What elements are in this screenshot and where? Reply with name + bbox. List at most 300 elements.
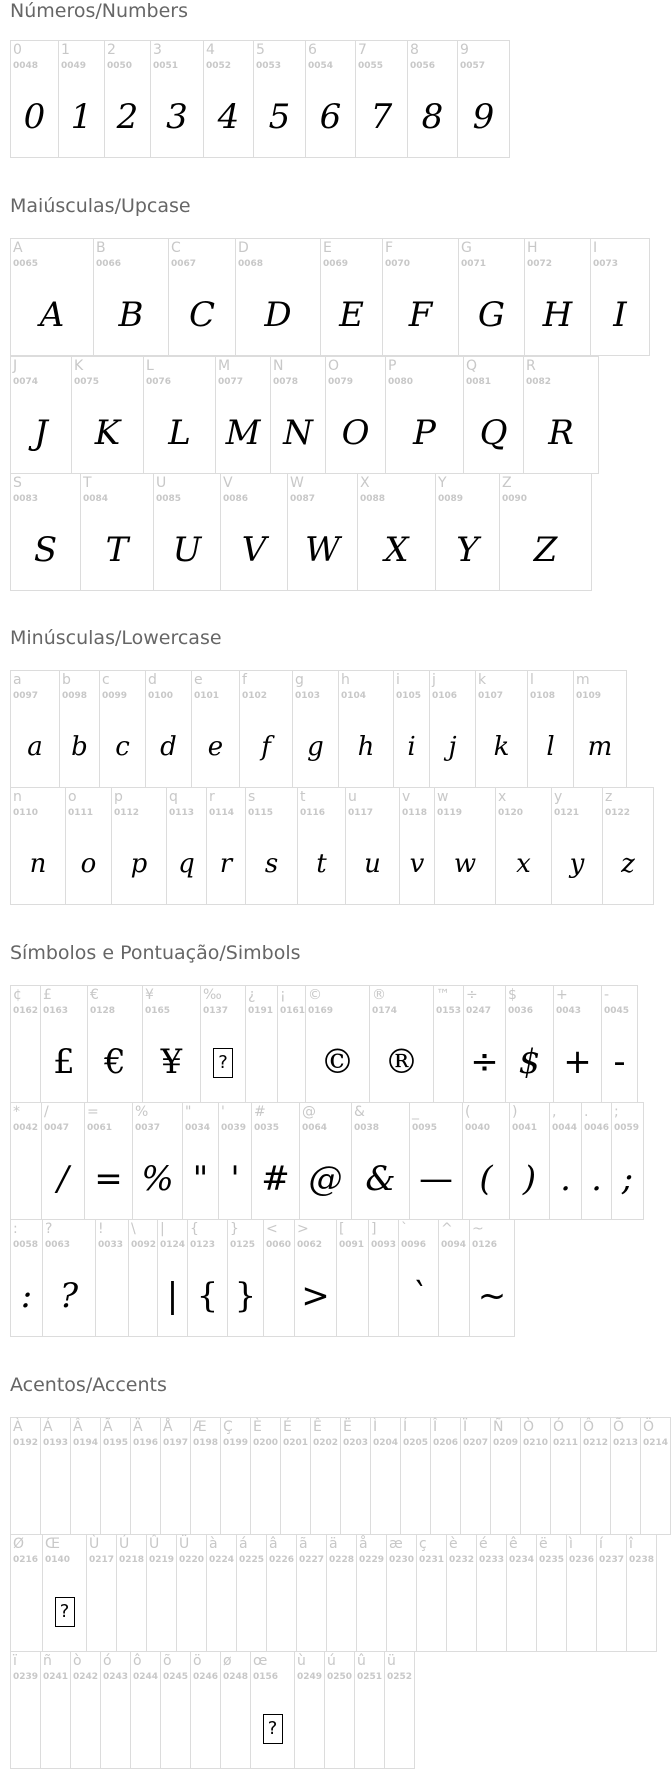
glyph-code-label: 0196 (133, 1438, 159, 1448)
glyph-code-label: 0100 (148, 691, 174, 701)
glyph-sample: K (94, 413, 121, 453)
glyph-cell-0213 (610, 1417, 641, 1535)
glyph-cell-0088 (357, 473, 436, 591)
glyph-char-label: Ü (179, 1536, 190, 1552)
glyph-cell-0110 (10, 787, 66, 905)
glyph-cell-0195 (100, 1417, 131, 1535)
glyph-row (10, 670, 626, 788)
glyph-char-label: 2 (107, 42, 116, 58)
glyph-cell-0224 (206, 1534, 237, 1652)
glyph-code-label: 0234 (509, 1555, 535, 1565)
glyph-cell-0205 (400, 1417, 431, 1535)
glyph-sample: B (118, 295, 144, 335)
glyph-char-label: M (218, 358, 231, 374)
glyph-code-label: 0038 (354, 1123, 380, 1133)
glyph-code-label: 0109 (576, 691, 602, 701)
glyph-cell-0115 (245, 787, 298, 905)
glyph-sample: € (104, 1042, 126, 1082)
glyph-sample: & (365, 1159, 396, 1199)
glyph-sample: y (569, 849, 585, 879)
glyph-code-label: 0086 (223, 494, 249, 504)
glyph-char-label: a (13, 672, 22, 688)
glyph-char-label: k (478, 672, 487, 688)
glyph-cell-0101 (191, 670, 240, 788)
glyph-cell-0241 (40, 1651, 71, 1769)
glyph-code-label: 0252 (387, 1672, 413, 1682)
glyph-cell-0207 (460, 1417, 491, 1535)
glyph-sample: / (57, 1159, 69, 1199)
glyph-char-label: : (13, 1221, 18, 1237)
glyph-char-label: ‰ (203, 987, 222, 1003)
glyph-code-label: 0120 (498, 808, 524, 818)
glyph-cell-0094 (438, 1219, 470, 1337)
glyph-cell-0225 (236, 1534, 267, 1652)
glyph-char-label: ø (223, 1653, 232, 1669)
glyph-char-label: © (308, 987, 322, 1003)
glyph-row (10, 787, 653, 905)
glyph-code-label: 0084 (83, 494, 109, 504)
glyph-code-label: 0119 (437, 808, 463, 818)
glyph-cell-0033 (95, 1219, 129, 1337)
glyph-cell-0069 (320, 238, 383, 356)
glyph-sample: o (80, 849, 97, 879)
glyph-char-label: l (530, 672, 534, 688)
glyph-cell-0209 (490, 1417, 521, 1535)
glyph-char-label: { (190, 1221, 199, 1237)
glyph-cell-0203 (340, 1417, 371, 1535)
glyph-cell-0085 (153, 473, 221, 591)
glyph-cell-0043 (553, 985, 602, 1103)
glyph-cell-0058 (10, 1219, 43, 1337)
glyph-row (10, 1102, 643, 1220)
glyph-char-label: b (62, 672, 71, 688)
glyph-char-label: Ö (643, 1419, 655, 1435)
glyph-char-label: e (194, 672, 203, 688)
glyph-cell-0244 (130, 1651, 161, 1769)
glyph-code-label: 0114 (209, 808, 235, 818)
glyph-code-label: 0126 (472, 1240, 498, 1250)
glyph-cell-0216 (10, 1534, 43, 1652)
glyph-cell-0204 (370, 1417, 401, 1535)
glyph-sample: ( (479, 1159, 493, 1199)
glyph-cell-0035 (251, 1102, 300, 1220)
glyph-char-label: ' (221, 1104, 225, 1120)
glyph-char-label: > (297, 1221, 309, 1237)
glyph-char-label: ö (193, 1653, 202, 1669)
glyph-code-label: 0205 (403, 1438, 429, 1448)
glyph-code-label: 0106 (432, 691, 458, 701)
glyph-code-label: 0099 (102, 691, 128, 701)
glyph-char-label: £ (43, 987, 52, 1003)
glyph-cell-0062 (294, 1219, 337, 1337)
glyph-cell-0201 (280, 1417, 311, 1535)
glyph-cell-0197 (160, 1417, 191, 1535)
glyph-cell-0086 (220, 473, 288, 591)
glyph-char-label: H (527, 240, 538, 256)
glyph-char-label: h (341, 672, 350, 688)
glyph-cell-0198 (190, 1417, 221, 1535)
glyph-code-label: 0103 (295, 691, 321, 701)
glyph-char-label: v (402, 789, 411, 805)
glyph-sample: h (357, 732, 375, 762)
glyph-cell-0084 (80, 473, 154, 591)
glyph-cell-0122 (602, 787, 654, 905)
glyph-code-label: 0123 (190, 1240, 216, 1250)
glyph-char-label: ô (133, 1653, 142, 1669)
glyph-sample: s (264, 849, 279, 879)
glyph-char-label: I (593, 240, 598, 256)
glyph-cell-0112 (111, 787, 167, 905)
glyph-cell-0140 (42, 1534, 87, 1652)
glyph-char-label: 3 (153, 42, 162, 58)
glyph-sample: % (141, 1159, 174, 1199)
glyph-cell-0192 (10, 1417, 41, 1535)
glyph-char-label: | (160, 1221, 165, 1237)
glyph-char-label: Ë (343, 1419, 352, 1435)
glyph-cell-0092 (128, 1219, 158, 1337)
glyph-char-label: ¥ (145, 987, 154, 1003)
glyph-cell-0089 (435, 473, 500, 591)
glyph-code-label: 0218 (119, 1555, 145, 1565)
glyph-cell-0206 (430, 1417, 461, 1535)
glyph-sample: 5 (268, 97, 291, 137)
glyph-sample: g (307, 732, 324, 762)
glyph-code-label: 0059 (614, 1123, 640, 1133)
glyph-cell-0045 (601, 985, 638, 1103)
glyph-sample: W (305, 530, 340, 570)
glyph-cell-0053 (253, 40, 306, 158)
glyph-cell-0156 (250, 1651, 295, 1769)
glyph-code-label: 0064 (302, 1123, 328, 1133)
glyph-cell-0039 (218, 1102, 252, 1220)
glyph-cell-0077 (215, 356, 271, 474)
glyph-code-label: 0198 (193, 1438, 219, 1448)
glyph-cell-0118 (399, 787, 435, 905)
glyph-code-label: 0116 (300, 808, 326, 818)
glyph-cell-0220 (176, 1534, 207, 1652)
glyph-cell-0124 (157, 1219, 188, 1337)
glyph-char-label: ç (419, 1536, 427, 1552)
glyph-code-label: 0085 (156, 494, 182, 504)
glyph-code-label: 0206 (433, 1438, 459, 1448)
missing-glyph-box: ? (251, 1692, 294, 1764)
glyph-code-label: 0052 (206, 61, 232, 71)
glyph-cell-0250 (324, 1651, 355, 1769)
glyph-sample: I (613, 295, 627, 335)
glyph-char-label: o (68, 789, 77, 805)
glyph-code-label: 0096 (401, 1240, 427, 1250)
glyph-row (10, 1534, 656, 1652)
glyph-char-label: Ï (463, 1419, 468, 1435)
glyph-code-label: 0094 (441, 1240, 467, 1250)
glyph-char-label: ò (73, 1653, 82, 1669)
glyph-code-label: 0156 (253, 1672, 279, 1682)
glyph-char-label: q (169, 789, 178, 805)
glyph-sample: S (33, 530, 58, 570)
glyph-cell-0073 (590, 238, 650, 356)
glyph-cell-0104 (338, 670, 394, 788)
glyph-code-label: 0250 (327, 1672, 353, 1682)
glyph-code-label: 0102 (242, 691, 268, 701)
glyph-code-label: 0098 (62, 691, 88, 701)
glyph-char-label: Ì (373, 1419, 378, 1435)
glyph-code-label: 0224 (209, 1555, 235, 1565)
glyph-char-label: z (605, 789, 613, 805)
glyph-char-label: Á (43, 1419, 53, 1435)
glyph-cell-0162 (10, 985, 41, 1103)
glyph-cell-0059 (611, 1102, 644, 1220)
glyph-char-label: ê (509, 1536, 518, 1552)
glyph-code-label: 0092 (131, 1240, 157, 1250)
glyph-char-label: ñ (43, 1653, 52, 1669)
glyph-code-label: 0069 (323, 259, 349, 269)
glyph-code-label: 0194 (73, 1438, 99, 1448)
glyph-code-label: 0049 (61, 61, 87, 71)
glyph-cell-0038 (351, 1102, 410, 1220)
glyph-char-label: Æ (193, 1419, 207, 1435)
section-title-acentos-accents: Acentos/Accents (10, 1374, 167, 1396)
glyph-code-label: 0047 (44, 1123, 70, 1133)
glyph-sample: z (621, 849, 635, 879)
glyph-sample: Z (533, 530, 558, 570)
glyph-char-label: Z (502, 475, 512, 491)
glyph-char-label: À (13, 1419, 23, 1435)
glyph-row (10, 473, 591, 591)
glyph-code-label: 0233 (479, 1555, 505, 1565)
glyph-row (10, 356, 598, 474)
glyph-code-label: 0072 (527, 259, 553, 269)
glyph-sample: 9 (472, 97, 495, 137)
glyph-sample: . (560, 1159, 571, 1199)
glyph-char-label: . (584, 1104, 589, 1120)
glyph-cell-0052 (203, 40, 254, 158)
glyph-code-label: 0043 (556, 1006, 582, 1016)
glyph-char-label: ` (401, 1221, 408, 1237)
glyph-sample: O (341, 413, 370, 453)
glyph-char-label: Û (149, 1536, 160, 1552)
glyph-code-label: 0056 (410, 61, 436, 71)
glyph-cell-0217 (86, 1534, 117, 1652)
glyph-cell-0234 (506, 1534, 537, 1652)
glyph-sample: ` (410, 1276, 427, 1316)
glyph-cell-0102 (239, 670, 293, 788)
glyph-code-label: 0122 (605, 808, 631, 818)
glyph-sample: f (261, 732, 271, 762)
missing-glyph-box: ? (43, 1575, 86, 1647)
glyph-code-label: 0087 (290, 494, 316, 504)
glyph-char-label: ] (371, 1221, 377, 1237)
glyph-code-label: 0244 (133, 1672, 159, 1682)
glyph-char-label: ¿ (248, 987, 256, 1003)
glyph-sample: Q (479, 413, 508, 453)
glyph-code-label: 0074 (13, 377, 39, 387)
glyph-sample: P (413, 413, 436, 453)
glyph-char-label: Ò (523, 1419, 535, 1435)
glyph-char-label: R (526, 358, 536, 374)
glyph-sample: n (29, 849, 47, 879)
glyph-sample: C (188, 295, 215, 335)
glyph-code-label: 0246 (193, 1672, 219, 1682)
glyph-cell-0249 (294, 1651, 325, 1769)
glyph-char-label: P (388, 358, 397, 374)
glyph-cell-0116 (297, 787, 346, 905)
glyph-code-label: 0220 (179, 1555, 205, 1565)
glyph-cell-0091 (336, 1219, 369, 1337)
glyph-sample: m (587, 732, 613, 762)
glyph-char-label: T (83, 475, 92, 491)
glyph-char-label: Å (163, 1419, 173, 1435)
glyph-code-label: 0174 (372, 1006, 398, 1016)
glyph-cell-0081 (463, 356, 524, 474)
section-title-maiusculas-upcase: Maiúsculas/Upcase (10, 195, 191, 217)
glyph-cell-0082 (523, 356, 599, 474)
glyph-cell-0111 (65, 787, 112, 905)
glyph-cell-0247 (463, 985, 506, 1103)
glyph-char-label: V (223, 475, 233, 491)
glyph-cell-0121 (551, 787, 603, 905)
glyph-cell-0128 (87, 985, 143, 1103)
glyph-char-label: , (552, 1104, 557, 1120)
glyph-code-label: 0249 (297, 1672, 323, 1682)
glyph-code-label: 0118 (402, 808, 428, 818)
glyph-code-label: 0153 (436, 1006, 462, 1016)
glyph-sample: : (20, 1276, 33, 1316)
glyph-char-label: 6 (308, 42, 317, 58)
glyph-cell-0100 (145, 670, 192, 788)
glyph-char-label: L (146, 358, 154, 374)
glyph-char-label: ü (387, 1653, 396, 1669)
glyph-char-label: & (354, 1104, 365, 1120)
glyph-char-label: f (242, 672, 247, 688)
glyph-char-label: ~ (472, 1221, 484, 1237)
glyph-cell-0233 (476, 1534, 507, 1652)
glyph-code-label: 0082 (526, 377, 552, 387)
glyph-cell-0057 (457, 40, 510, 158)
glyph-code-label: 0033 (98, 1240, 124, 1250)
glyph-sample: 1 (70, 97, 93, 137)
glyph-sample: 0 (23, 97, 46, 137)
glyph-char-label: ÷ (466, 987, 478, 1003)
glyph-cell-0113 (166, 787, 207, 905)
glyph-sample: q (178, 849, 195, 879)
glyph-code-label: 0061 (87, 1123, 113, 1133)
glyph-sample: T (105, 530, 129, 570)
glyph-cell-0042 (10, 1102, 42, 1220)
glyph-cell-0093 (368, 1219, 399, 1337)
glyph-char-label: Ø (13, 1536, 25, 1552)
glyph-sample: © (320, 1042, 355, 1082)
glyph-sample: — (419, 1159, 453, 1199)
glyph-code-label: 0241 (43, 1672, 69, 1682)
glyph-char-label: Ó (553, 1419, 565, 1435)
glyph-sample: M (225, 413, 261, 453)
section-title-minusculas-lowercase: Minúsculas/Lowercase (10, 627, 222, 649)
glyph-code-label: 0054 (308, 61, 334, 71)
glyph-cell-0126 (469, 1219, 515, 1337)
glyph-cell-0125 (227, 1219, 264, 1337)
glyph-sample: l (546, 732, 555, 762)
glyph-code-label: 0044 (552, 1123, 578, 1133)
glyph-cell-0174 (369, 985, 434, 1103)
glyph-code-label: 0231 (419, 1555, 445, 1565)
glyph-sample: - (613, 1042, 626, 1082)
glyph-sample: H (542, 295, 573, 335)
glyph-char-label: K (74, 358, 84, 374)
glyph-row (10, 40, 509, 158)
glyph-cell-0106 (429, 670, 476, 788)
glyph-cell-0137 (200, 985, 246, 1103)
glyph-cell-0063 (42, 1219, 96, 1337)
glyph-code-label: 0191 (248, 1006, 274, 1016)
glyph-cell-0123 (187, 1219, 228, 1337)
glyph-char-label: õ (163, 1653, 172, 1669)
glyph-sample: e (207, 732, 224, 762)
glyph-sample: a (27, 732, 43, 762)
glyph-code-label: 0089 (438, 494, 464, 504)
glyph-char-label: 7 (358, 42, 367, 58)
glyph-code-label: 0110 (13, 808, 39, 818)
glyph-cell-0169 (305, 985, 370, 1103)
glyph-char-label: å (359, 1536, 368, 1552)
glyph-char-label: ^ (441, 1221, 453, 1237)
glyph-cell-0099 (99, 670, 146, 788)
glyph-code-label: 0075 (74, 377, 100, 387)
glyph-cell-0070 (382, 238, 459, 356)
glyph-char-label: 0 (13, 42, 22, 58)
glyph-code-label: 0228 (329, 1555, 355, 1565)
glyph-code-label: 0105 (396, 691, 422, 701)
glyph-sample: R (548, 413, 574, 453)
glyph-char-label: O (328, 358, 340, 374)
glyph-cell-0050 (104, 40, 151, 158)
glyph-char-label: Õ (613, 1419, 625, 1435)
glyph-char-label: u (348, 789, 357, 805)
glyph-cell-0219 (146, 1534, 177, 1652)
glyph-char-label: ¡ (280, 987, 286, 1003)
glyph-code-label: 0037 (135, 1123, 161, 1133)
glyph-sample: j (448, 732, 457, 762)
glyph-cell-0236 (566, 1534, 597, 1652)
glyph-cell-0065 (10, 238, 94, 356)
glyph-sample: ÷ (470, 1042, 499, 1082)
glyph-char-label: ; (614, 1104, 619, 1120)
glyph-char-label: 8 (410, 42, 419, 58)
glyph-code-label: 0226 (269, 1555, 295, 1565)
glyph-char-label: 9 (460, 42, 469, 58)
glyph-code-label: 0070 (385, 259, 411, 269)
glyph-code-label: 0195 (103, 1438, 129, 1448)
glyph-code-label: 0199 (223, 1438, 249, 1448)
glyph-cell-0036 (505, 985, 554, 1103)
missing-glyph-box: ? (201, 1026, 245, 1098)
glyph-code-label: 0211 (553, 1438, 579, 1448)
glyph-code-label: 0219 (149, 1555, 175, 1565)
glyph-cell-0108 (527, 670, 574, 788)
glyph-char-label: Ô (583, 1419, 595, 1435)
glyph-code-label: 0036 (508, 1006, 534, 1016)
glyph-code-label: 0225 (239, 1555, 265, 1565)
glyph-cell-0251 (354, 1651, 385, 1769)
glyph-char-label: ä (329, 1536, 338, 1552)
glyph-char-label: ® (372, 987, 386, 1003)
glyph-char-label: _ (412, 1104, 419, 1120)
glyph-code-label: 0071 (461, 259, 487, 269)
glyph-cell-0097 (10, 670, 60, 788)
glyph-code-label: 0063 (45, 1240, 71, 1250)
glyph-sample: U (172, 530, 202, 570)
glyph-char-label: g (295, 672, 304, 688)
glyph-cell-0246 (190, 1651, 221, 1769)
